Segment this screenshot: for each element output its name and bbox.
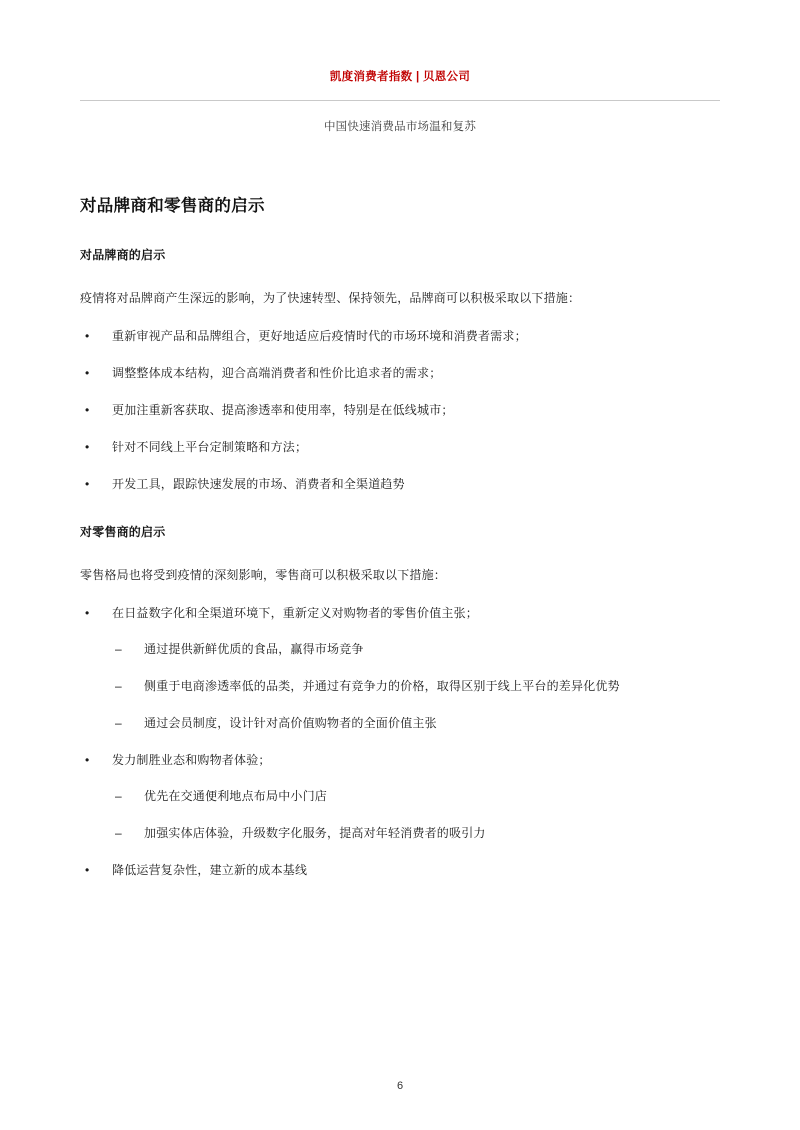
list-item: [80, 364, 720, 382]
document-subtitle: 中国快速消费品市场温和复苏: [323, 121, 477, 133]
section-title: 对品牌商和零售商的启示: [80, 197, 265, 215]
brands-heading: 对品牌商的启示: [80, 248, 166, 262]
retailers-bullet-list: [80, 604, 720, 879]
bullet-marker: •: [85, 329, 90, 343]
list-item-text: 优先在交通便利地点布局中小门店: [144, 789, 328, 803]
list-item-text: 重新审视产品和品牌组合，更好地适应后疫情时代的市场环境和消费者需求；: [112, 329, 527, 343]
bullet-marker: •: [85, 606, 90, 620]
dash-marker: –: [115, 679, 122, 693]
list-item-text: 开发工具，跟踪快速发展的市场、消费者和全渠道趋势: [112, 477, 405, 491]
bullet-marker: •: [85, 863, 90, 877]
list-item: [112, 787, 720, 805]
dash-marker: –: [115, 826, 122, 840]
brand-header: 凯度消费者指数 | 贝恩公司: [329, 71, 471, 83]
brands-intro: 疫情将对品牌商产生深远的影响，为了快速转型、保持领先，品牌商可以积极采取以下措施：: [80, 291, 581, 305]
bullet-marker: •: [85, 753, 90, 767]
list-item: [80, 751, 720, 842]
list-item-text: 侧重于电商渗透率低的品类，并通过有竞争力的价格，取得区别于线上平台的差异化优势: [144, 679, 620, 693]
list-item-text: 通过会员制度，设计针对高价值购物者的全面价值主张: [144, 716, 437, 730]
list-item-text: 调整整体成本结构，迎合高端消费者和性价比追求者的需求；: [112, 366, 442, 380]
dash-marker: –: [115, 716, 122, 730]
list-item-text: 更加注重新客获取、提高渗透率和使用率，特别是在低线城市；: [112, 403, 454, 417]
dash-marker: –: [115, 642, 122, 656]
list-item: [112, 714, 720, 732]
bullet-marker: •: [85, 440, 90, 454]
list-item-text: 在日益数字化和全渠道环境下，重新定义对购物者的零售价值主张；: [112, 606, 479, 620]
list-item-text: 通过提供新鲜优质的食品，赢得市场竞争: [144, 642, 364, 656]
list-item-text: 加强实体店体验，升级数字化服务，提高对年轻消费者的吸引力: [144, 826, 486, 840]
brands-bullet-list: [80, 327, 720, 493]
list-item: [112, 677, 720, 695]
list-item: [112, 824, 720, 842]
list-item: [80, 401, 720, 419]
sub-bullet-list: [112, 640, 720, 732]
list-item-text: 针对不同线上平台定制策略和方法；: [112, 440, 308, 454]
header-divider: [80, 100, 720, 101]
dash-marker: –: [115, 789, 122, 803]
bullet-marker: •: [85, 477, 90, 491]
page-number: 6: [396, 1080, 404, 1092]
list-item: [80, 475, 720, 493]
sub-bullet-list: [112, 787, 720, 842]
list-item: [112, 640, 720, 658]
list-item: [80, 861, 720, 879]
bullet-marker: •: [85, 366, 90, 380]
list-item: [80, 604, 720, 732]
list-item: [80, 438, 720, 456]
list-item-text: 降低运营复杂性，建立新的成本基线: [112, 863, 308, 877]
retailers-intro: 零售格局也将受到疫情的深刻影响，零售商可以积极采取以下措施：: [80, 568, 447, 582]
bullet-marker: •: [85, 403, 90, 417]
list-item-text: 发力制胜业态和购物者体验；: [112, 753, 271, 767]
list-item: [80, 327, 720, 345]
retailers-heading: 对零售商的启示: [80, 525, 166, 539]
